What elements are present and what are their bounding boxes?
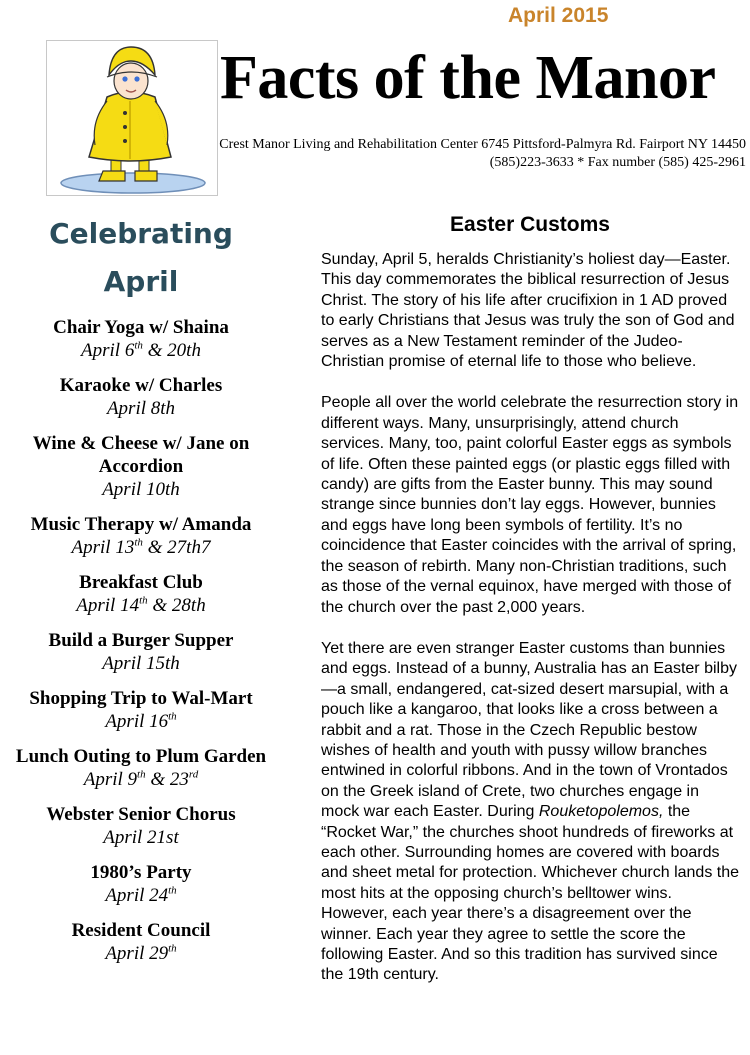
- event-name: Build a Burger Supper: [48, 630, 234, 651]
- event-date: [6, 594, 276, 617]
- event-item: [6, 745, 276, 791]
- event-date: [6, 339, 276, 362]
- event-date-text: April 8th: [106, 398, 176, 419]
- event-date: [6, 768, 276, 791]
- event-date: [6, 652, 276, 675]
- address-line: Crest Manor Living and Rehabilitation Center 6745 Pittsford-Palmyra Rd. Fairport NY 14450: [219, 137, 746, 152]
- feature-article: [321, 212, 739, 1007]
- calendar-month: April: [103, 265, 179, 298]
- article-paragraph: [321, 250, 739, 372]
- article-body: [321, 250, 739, 986]
- event-name: Wine & Cheese w/ Jane on Accordion: [32, 433, 250, 477]
- event-name: Breakfast Club: [79, 572, 203, 593]
- event-name: Webster Senior Chorus: [46, 804, 236, 825]
- event-item: [6, 803, 276, 849]
- event-date-text: April 14: [76, 595, 140, 616]
- event-date-text: April 15th: [102, 653, 180, 674]
- event-item: [6, 629, 276, 675]
- event-date-ordinal: rd: [188, 768, 199, 781]
- center-address: [219, 136, 746, 172]
- event-name: 1980’s Party: [90, 862, 192, 883]
- article-text: Yet there are even stranger Easter customs than bunnies and eggs. Instead of a bunny, Australia has an Easter bilby—a small, endangered, cat-sized desert marsupial, with a pouch like a kangaroo, that looks like a cross between a rabbit and a rat. Those in the Czech Republic bestow wishes of health and youth with pussy willow branches entwined in colorful ribbons. And in the town of Vrontados on the Greek island of Crete, two churches engage in mock war each Easter. During: [321, 639, 737, 821]
- newsletter-title: Facts of the Manor: [220, 44, 716, 112]
- event-item: [6, 374, 276, 420]
- issue-date: April 2015: [508, 4, 609, 27]
- event-date-text: & 28th: [147, 595, 206, 616]
- event-item: [6, 861, 276, 907]
- event-date-ordinal: th: [134, 536, 143, 549]
- event-date-text: April 10th: [102, 479, 180, 500]
- events-calendar: [6, 210, 276, 977]
- event-item: [6, 432, 276, 501]
- event-date-text: April 13: [71, 537, 135, 558]
- event-date-ordinal: th: [168, 884, 177, 897]
- article-text: People all over the world celebrate the resurrection story in different ways. Many, unsurprisingly, attend church services. Many, too, paint colorful Easter eggs as symbols of life. Often these painted eggs (or plastic eggs filled with candy) are gifts from the Easter bunny. This may sound strange since bunnies don’t lay eggs. However, bunnies and eggs have long been symbols of fertility. It’s no coincidence that Easter coincides with the arrival of spring, the season of rebirth. Many non-Christian traditions, such as those of the vernal equinox, have merged with those of the church over the past 2,000 years.: [321, 394, 739, 616]
- article-emphasis: Rouketopolemos,: [538, 803, 664, 821]
- event-date-ordinal: th: [134, 339, 143, 352]
- event-name: Karaoke w/ Charles: [59, 375, 223, 396]
- event-list: [6, 316, 276, 965]
- event-name: Chair Yoga w/ Shaina: [53, 317, 229, 338]
- event-date: [6, 536, 276, 559]
- event-date-text: & 27th7: [142, 537, 211, 558]
- event-date: [6, 884, 276, 907]
- event-name: Music Therapy w/ Amanda: [30, 514, 252, 535]
- article-text: the “Rocket War,” the churches shoot hundreds of fireworks at each other. Surrounding homes are covered with boards and sheet metal for protection. Whichever church lands the most hits at the opposing church’s belltower wins. However, each year there’s a disagreement over the winner. Each year they agree to settle the score the following Easter. And so this tradition has survived since the 19th century.: [321, 803, 739, 984]
- article-paragraph: [321, 393, 739, 617]
- calendar-heading: Celebrating: [49, 217, 233, 250]
- event-date-text: & 23: [145, 769, 189, 790]
- event-name: Shopping Trip to Wal-Mart: [29, 688, 253, 709]
- event-date-text: April 16: [105, 711, 169, 732]
- event-date-text: April 29: [105, 943, 169, 964]
- event-item: [6, 316, 276, 362]
- event-date: [6, 397, 276, 420]
- event-date-ordinal: th: [137, 768, 146, 781]
- article-paragraph: [321, 639, 739, 986]
- event-date-text: April 6: [81, 340, 135, 361]
- event-item: [6, 513, 276, 559]
- event-name: Lunch Outing to Plum Garden: [15, 746, 267, 767]
- event-date: [6, 942, 276, 965]
- child-in-raincoat-icon: [47, 41, 217, 195]
- article-title: Easter Customs: [450, 213, 610, 236]
- event-date-ordinal: th: [139, 594, 148, 607]
- event-date-ordinal: th: [168, 942, 177, 955]
- event-date: [6, 710, 276, 733]
- event-name: Resident Council: [71, 920, 211, 941]
- newsletter-logo: [46, 40, 218, 196]
- event-item: [6, 687, 276, 733]
- event-date: [6, 826, 276, 849]
- event-date-ordinal: th: [168, 710, 177, 723]
- event-date-text: April 21st: [103, 827, 179, 848]
- article-text: Sunday, April 5, heralds Christianity’s holiest day—Easter. This day commemorates the biblical resurrection of Jesus Christ. The story of his life after crucifixion in 1 AD proved to early Christians that Jesus was truly the son of God and serves as a New Testament reminder of the Judeo-Christian promise of eternal life to those who believe.: [321, 251, 735, 371]
- event-date-text: April 9: [83, 769, 138, 790]
- event-date-text: April 24: [105, 885, 169, 906]
- event-date-text: & 20th: [142, 340, 201, 361]
- event-date: [6, 478, 276, 501]
- phone-fax-line: (585)223-3633 * Fax number (585) 425-2961: [489, 155, 746, 170]
- event-item: [6, 919, 276, 965]
- event-item: [6, 571, 276, 617]
